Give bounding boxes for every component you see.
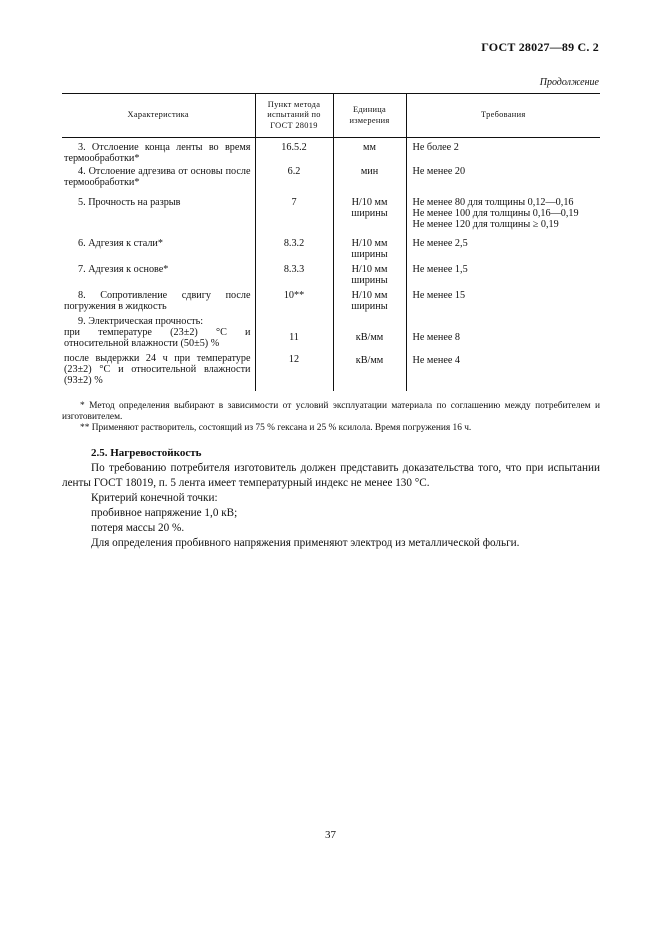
table-row [62, 138, 600, 167]
section-body [62, 461, 600, 551]
table-row [62, 353, 600, 391]
cell-characteristic: 7. Адгезия к основе* [78, 264, 169, 275]
cell-unit: мм [333, 138, 406, 167]
cell-method: 7 [255, 197, 333, 238]
col-header-unit: Единица измерения [333, 94, 406, 138]
table-row [62, 264, 600, 290]
cell-characteristic: 6. Адгезия к стали* [78, 238, 163, 249]
cell-requirement: Не менее 20 [412, 166, 466, 177]
cell-characteristic: 5. Прочность на разрыв [78, 197, 181, 208]
table-row [62, 197, 600, 238]
footnote: * Метод определения выбирают в зависимости от условий эксплуатации материала по соглашению между потребителем и изготовителем. [62, 401, 600, 422]
cell-requirement: Не менее 15 [412, 290, 466, 301]
section-heading: 2.5. Нагревостойкость [91, 447, 202, 459]
cell-method [255, 316, 333, 327]
cell-method: 6.2 [255, 166, 333, 197]
paragraph: Для определения пробивного напряжения применяют электрод из металлической фольги. [91, 537, 520, 549]
paragraph: пробивное напряжение 1,0 кВ; [91, 507, 238, 519]
cell-requirement: Не менее 100 для толщины 0,16—0,19 [412, 208, 579, 219]
cell-method: 8.3.3 [255, 264, 333, 290]
cell-unit: Н/10 мм ширины [333, 197, 406, 238]
table-header-row [62, 94, 600, 138]
cell-unit: Н/10 мм ширины [333, 264, 406, 290]
cell-characteristic: 3. Отслоение конца ленты во время термообработки* [64, 142, 251, 164]
cell-method: 8.3.2 [255, 238, 333, 264]
cell-characteristic: 9. Электрическая прочность: [78, 316, 204, 327]
cell-unit: кВ/мм [333, 327, 406, 353]
cell-unit: Н/10 мм ширины [333, 290, 406, 316]
cell-requirement: Не менее 2,5 [412, 238, 468, 249]
table-row [62, 327, 600, 353]
footnotes [62, 401, 600, 434]
cell-unit: Н/10 мм ширины [333, 238, 406, 264]
cell-characteristic: при температуре (23±2) °С и относительной влажности (50±5) % [64, 327, 251, 349]
cell-characteristic: 8. Сопротивление сдвигу после погружения в жидкость [64, 290, 251, 312]
cell-requirement: Не менее 120 для толщины ≥ 0,19 [412, 219, 559, 230]
cell-requirement: Не менее 4 [412, 355, 461, 366]
page-header-title: ГОСТ 28027—89 С. 2 [481, 40, 599, 54]
col-header-requirements: Требования [406, 94, 600, 138]
cell-requirement: Не менее 1,5 [412, 264, 468, 275]
col-header-characteristic: Характеристика [62, 94, 255, 138]
paragraph: потеря массы 20 %. [91, 522, 185, 534]
footnote: ** Применяют растворитель, состоящий из 75 % гексана и 25 % ксилола. Время погружения 16 ч. [80, 423, 472, 433]
cell-requirement: Не менее 8 [412, 332, 461, 343]
requirements-table [62, 93, 600, 391]
cell-method: 16.5.2 [255, 138, 333, 167]
cell-unit: кВ/мм [333, 353, 406, 391]
cell-requirement: Не более 2 [412, 142, 459, 153]
cell-characteristic: 4. Отслоение адгезива от основы после термообработки* [64, 166, 251, 188]
cell-characteristic: после выдержки 24 ч при температуре (23±2) °С и относительной влажности (93±2) % [64, 353, 251, 386]
cell-unit [333, 316, 406, 327]
cell-method: 12 [255, 353, 333, 391]
cell-unit: мин [333, 166, 406, 197]
table-row [62, 316, 600, 327]
col-header-method: Пункт метода испытаний по ГОСТ 28019 [255, 94, 333, 138]
paragraph: Критерий конечной точки: [91, 492, 218, 504]
cell-method: 11 [255, 327, 333, 353]
cell-method: 10** [255, 290, 333, 316]
cell-requirement: Не менее 80 для толщины 0,12—0,16 [412, 197, 574, 208]
table-row [62, 290, 600, 316]
continuation-label: Продолжение [539, 77, 599, 88]
paragraph: По требованию потребителя изготовитель должен представить доказательства того, что при испытании ленты ГОСТ 18019, п. 5 лента имеет температурный индекс не менее 130 °С. [62, 462, 600, 489]
page-number: 37 [325, 829, 336, 841]
table-row [62, 166, 600, 197]
table-row [62, 238, 600, 264]
